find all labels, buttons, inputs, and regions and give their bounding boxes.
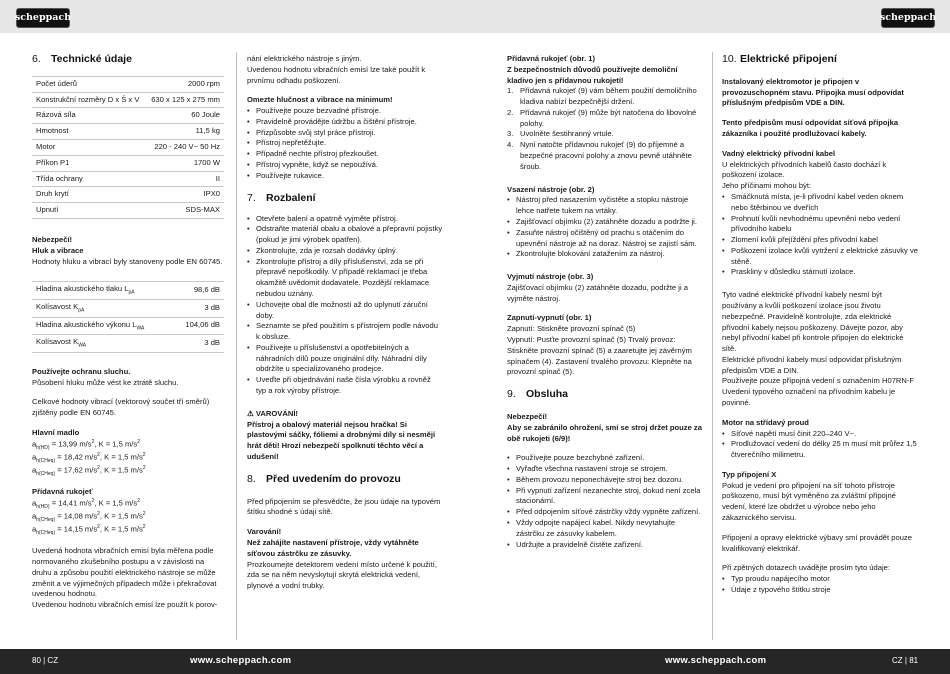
main-handle-title: Hlavní madlo xyxy=(32,427,80,437)
hearing-bold: Používejte ochranu sluchu. xyxy=(32,366,131,376)
subscript: h(CHeq) xyxy=(36,470,56,477)
paragraph-bold: Tento předpisům musí odpovídat síťová přípojka zákazníka i použité prodlužovací kabely. xyxy=(722,118,899,139)
limit-list xyxy=(247,106,443,181)
danger-label: Nebezpečí! xyxy=(32,234,73,244)
page-number-right: CZ | 81 xyxy=(892,656,919,665)
brand-logo: scheppach xyxy=(881,8,935,28)
superscript: 2 xyxy=(91,497,95,504)
list-item: • Prohnutí kvůli nevhodnému upevnění nebo vedení přívodního kabelu xyxy=(722,214,918,236)
ac-title: Motor na střídavý proud xyxy=(722,417,809,427)
section-heading: 7. Rozbalení xyxy=(247,191,316,204)
warning-title: ⚠ VAROVÁNÍ! xyxy=(247,408,298,418)
declaration-text: Uvedená hodnota vibračních emisí byla měřena podle normovaného zkušebního postupu a v závislosti na druhu a způsobu použití elektrického nástroje se může změnit a ve výjimečných případech může i překračovat uvedenou hodnotu. xyxy=(32,546,217,599)
noise-label: Kolísavost $K_{WA}$ xyxy=(32,335,173,353)
spec-label: Druh krytí xyxy=(32,187,146,203)
vibration-text: Celkové hodnoty vibrací (vektorový součet tří směrů) zjištěny podle EN 60745. xyxy=(32,397,210,418)
list-item: • Praskliny v důsledku stárnutí izolace. xyxy=(722,267,918,278)
list-item: • Typ proudu napájecího motor xyxy=(722,574,918,585)
section-heading: 9. Obsluha xyxy=(507,388,569,401)
switch-title: Zapnutí-vypnutí (obr. 1) xyxy=(507,313,592,323)
spec-label: Motor xyxy=(32,140,146,156)
insert-title: Vsazení nástroje (obr. 2) xyxy=(507,184,595,194)
insert-list xyxy=(507,195,703,260)
spec-row xyxy=(32,92,224,108)
spec-value: 1700 W xyxy=(146,155,224,171)
list-item: • Údaje z typového štítku stroje xyxy=(722,585,918,596)
list-item: • Zasuňte nástroj očištěný od prachu s otáčením do upevnění nástroje až na doraz. Nástroj se zajistí sám. xyxy=(507,228,703,250)
superscript: 2 xyxy=(97,510,100,517)
x-text: Pokud je vedení pro připojení na síť tohoto přístroje poškozeno, musí být vyměněno za zvláštní připojné vedení, které lze obdržet u výrobce nebo jeho zákaznického servisu. xyxy=(722,480,896,523)
spec-label: Konstrukční rozměry D x Š x V xyxy=(32,92,146,108)
aux-steps xyxy=(507,86,703,172)
spec-value: 220 - 240 V~ 50 Hz xyxy=(146,140,224,156)
defect-list xyxy=(722,192,918,278)
spec-value: 11,5 kg xyxy=(146,124,224,140)
paragraph: Uvedení typového označení na přívodním kabelu je povinné. xyxy=(722,387,896,407)
superscript: 2 xyxy=(91,438,95,445)
list-item: • Uveďte při objednávání naše čísla výrobku a rovněž typ a rok výroby přístroje. xyxy=(247,375,443,397)
superscript: 2 xyxy=(97,524,100,531)
section-heading: 6. Technické údaje xyxy=(32,53,132,65)
brand-logo: scheppach xyxy=(16,8,70,28)
hearing-text: Působení hluku může vést ke ztrátě sluchu. xyxy=(32,377,179,387)
list-item: • Při vypnutí zařízení nezanechte stroj, dokud není zcela stacionární. xyxy=(507,486,703,508)
superscript: 2 xyxy=(137,497,140,504)
spec-row xyxy=(32,76,224,92)
column-4 xyxy=(722,52,918,605)
spec-value: 60 Joule xyxy=(146,108,224,124)
aux-title: Přídavná rukojeť (obr. 1) xyxy=(507,54,596,63)
noise-row xyxy=(32,335,224,353)
list-item: • Zkontrolujte, zda je rozsah dodávky úplný. xyxy=(247,246,443,257)
spec-value: 2000 rpm xyxy=(146,76,224,92)
paragraph: Při zpětných dotazech uvádějte prosím tyto údaje: xyxy=(722,563,891,573)
section-heading: 8. Před uvedením do provozu xyxy=(247,472,401,485)
list-item: • Přístroj nepřetěžujte. xyxy=(247,138,443,149)
list-item: • Uchovejte obal dle možností až do uplynutí záruční doby. xyxy=(247,300,443,322)
superscript: 2 xyxy=(97,451,100,458)
step-item: 3. Uvolněte šestihranný vrtule. xyxy=(507,129,614,139)
ac-list xyxy=(722,429,918,461)
list-item: • Přizpůsobte svůj styl práce přístroji. xyxy=(247,128,443,139)
subscript: pA xyxy=(128,289,135,296)
paragraph: Před připojením se přesvědčte, že jsou údaje na typovém štítku shodné s údaji sítě. xyxy=(247,496,441,517)
noise-label: Kolísavost $K_{pA}$ xyxy=(32,299,173,317)
noise-label: Hladina akustického tlaku $L_{pA}$ xyxy=(32,282,173,300)
subscript: h(CHeq) xyxy=(36,457,56,464)
noise-value: 3 dB xyxy=(173,299,224,317)
step-item: 4. Nyní natočte přídavnou rukojeť (9) do příjemné a bezpečné pracovní polohy a znovu pevně utáhněte šroub. xyxy=(507,140,692,171)
list-item: • Nástroj před nasazením vyčistěte a stopku nástroje lehce natřete tukem na vrtáky. xyxy=(507,195,703,217)
noise-value: 104,06 dB xyxy=(173,317,224,335)
subscript: pA xyxy=(78,307,85,314)
main-handle-values xyxy=(32,439,224,478)
header-bar xyxy=(0,0,950,33)
spec-row xyxy=(32,108,224,124)
vibration-value: $a_{h(CHeq)} = 17,62$ $m/s^2$, K = 1,5 $m/s^2$ xyxy=(32,464,146,477)
vibration-value: $a_{h(HD)} = 13,99$ $m/s^2$, K = 1,5 $m/s^2$ xyxy=(32,438,140,451)
list-item: • Používejte pouze bezchybné zařízení. xyxy=(507,453,703,464)
query-list xyxy=(722,574,918,596)
paragraph: Používejte pouze přípojná vedení s označením H07RN-F xyxy=(722,376,915,386)
spec-value: SDS-MAX xyxy=(146,203,224,219)
caution-title: Varování! xyxy=(247,527,282,537)
warning-text: Přístroj a obalový materiál nejsou hračka! Si plastovými sáčky, fóliemi a drobnými díly si nesmějí hrát děti! Hrozí nebezpečí spolknutí těchto věcí a udušení! xyxy=(247,419,436,461)
subscript: WA xyxy=(136,325,145,332)
paragraph: Připojení a opravy elektrické výbavy smí provádět pouze kvalifikovaný elektrikář. xyxy=(722,532,912,553)
remove-text: Zajišťovací objímku (2) zatáhněte dozadu, podržte ji a vyjměte nástroj. xyxy=(507,282,688,303)
list-item: • Přístroj vypněte, když se nepoužívá. xyxy=(247,160,443,171)
spec-row xyxy=(32,140,224,156)
spec-row xyxy=(32,124,224,140)
column-2 xyxy=(247,54,443,601)
list-item: • Vyřaďte všechna nastavení stroje se strojem. xyxy=(507,464,703,475)
column-1 xyxy=(32,52,224,620)
superscript: 2 xyxy=(142,524,146,531)
section-heading: 10. Elektrické připojení xyxy=(722,53,837,65)
vibration-value: $a_{h(CHeq)} = 14,15$ $m/s^2$, K = 1,5 $m/s^2$ xyxy=(32,524,146,537)
aux-handle-values xyxy=(32,498,224,537)
spec-value: 630 x 125 x 275 mm xyxy=(146,92,224,108)
paragraph: Tyto vadné elektrické přívodní kabely nesmí být používány a kvůli poškození izolace jsou životu nebezpečné. Pravidelně kontrolujte, zda elektrické přívodní kabely nejsou poškozeny. Dávejte pozor, aby nebyl přívodní kabel při kontrole připojen do elektrické sítě. xyxy=(722,290,904,354)
list-item: • Odstraňte materiál obalu a obalové a přepravní pojistky (pokud je jimi výrobek opatřen). xyxy=(247,224,443,246)
superscript: 2 xyxy=(142,510,146,517)
list-item: • Zlomení kvůli přejíždění přes přívodní kabel xyxy=(722,235,918,246)
vibration-value: $a_{h(CHeq)} = 14,08$ $m/s^2$, K = 1,5 $m/s^2$ xyxy=(32,510,146,524)
step-number: 3. xyxy=(507,129,514,139)
column-divider xyxy=(712,52,713,640)
noise-row xyxy=(32,317,224,335)
subscript: h(HD) xyxy=(36,503,50,510)
spec-row xyxy=(32,155,224,171)
list-item: • Zajišťovací objímku (2) zatáhněte dozadu a podržte ji. xyxy=(507,217,703,228)
x-title: Typ připojení X xyxy=(722,469,777,479)
danger-label: Nebezpečí! xyxy=(507,412,548,421)
list-item: • Síťové napětí musí činit 220–240 V~. xyxy=(722,429,918,440)
noise-row xyxy=(32,299,224,317)
page-number-left: 80 | CZ xyxy=(32,656,59,665)
column-divider xyxy=(236,52,237,640)
noise-table xyxy=(32,281,224,352)
operation-list xyxy=(507,453,703,550)
spec-value: IPX0 xyxy=(146,187,224,203)
caution-text: Prozkoumejte detektorem vedení místo určené k použití, zda se na něm nevyskytují skrytá elektrická vedení, plynové a vodní trubky. xyxy=(247,559,437,591)
declaration-text-2: Uvedenou hodnotu vibračních emisí lze použít k porov- xyxy=(32,600,218,610)
superscript: 2 xyxy=(137,438,140,445)
list-item: • Otevřete balení a opatrně vyjměte přístroj. xyxy=(247,214,443,225)
step-number: 2. xyxy=(507,107,514,117)
unpack-list xyxy=(247,214,443,397)
vibration-value: $a_{h(CHeq)} = 18,42$ $m/s^2$, K = 1,5 $m/s^2$ xyxy=(32,451,146,464)
noise-value: 3 dB xyxy=(173,335,224,353)
subscript: h(HD) xyxy=(36,444,50,451)
limit-title: Omezte hlučnost a vibrace na minimum! xyxy=(247,95,393,105)
spec-label: Počet úderů xyxy=(32,76,146,92)
spec-label: Hmotnost xyxy=(32,124,146,140)
superscript: 2 xyxy=(97,464,100,471)
step-item: 2. Přídavná rukojeť (9) může být natočena do libovolné polohy. xyxy=(507,107,697,128)
step-number: 1. xyxy=(507,86,514,96)
list-item: • Případně nechte přístroj přezkoušet. xyxy=(247,149,443,160)
defect-title: Vadný elektrický přívodní kabel xyxy=(722,148,836,158)
paragraph: Uvedenou hodnotu vibračních emisí lze také použít k prvnímu odhadu poškození. xyxy=(247,64,426,85)
list-item: • Zkontrolujte blokování zatažením za nástroj. xyxy=(507,249,703,260)
subscript: h(CHeq) xyxy=(36,517,56,524)
list-item: • Poškození izolace kvůli vytržení z elektrické zásuvky ve stěně. xyxy=(722,246,918,268)
list-item: • Udržujte a pravidelně čistěte zařízení. xyxy=(507,540,703,551)
website-link[interactable]: www.scheppach.com xyxy=(665,655,767,666)
paragraph-bold: Instalovaný elektromotor je připojen v provozuschopném stavu. Připojka musí odpovídat příslušným předpisům VDE a DIN. xyxy=(722,76,904,108)
noise-value: 98,6 dB xyxy=(173,282,224,300)
list-item: • Používejte pouze bezvadné přístroje. xyxy=(247,106,443,117)
paragraph: nání elektrického nástroje s jiným. xyxy=(247,54,362,63)
list-item: • Zkontrolujte přístroj a díly příslušenství, zda se při přepravě nepoškodily. V případě reklamací je třeba okamžitě uvědomit dodavatele. Pozdější reklamace nebudou uznány. xyxy=(247,257,443,300)
list-item: • Smáčknutá místa, je-li přívodní kabel veden oknem nebo štěrbinou ve dveřích xyxy=(722,192,918,214)
spec-table xyxy=(32,76,224,219)
spec-value: II xyxy=(146,171,224,187)
spec-row xyxy=(32,171,224,187)
subscript: h(CHeq) xyxy=(36,530,56,537)
spec-label: Příkon P1 xyxy=(32,155,146,171)
noise-row xyxy=(32,282,224,300)
column-3 xyxy=(507,54,703,559)
switch-text: Zapnutí: Stiskněte provozní spínač (5) Vypnutí: Pusťte provozní spínač (5) Trvalý provoz: Stiskněte provozní spínač (5) a zaaretujte jej závěrným spínačem (4). Zastavení trvalého provozu: Klepněte na provozní spínač (5). xyxy=(507,324,692,377)
list-item: • Prodlužovací vedení do délky 25 m musí mít průřez 1,5 čtverečního milimetru. xyxy=(722,439,918,461)
step-number: 4. xyxy=(507,140,514,150)
list-item: • Pravidelně provádějte údržbu a čištění přístroje. xyxy=(247,117,443,128)
noise-text: Hodnoty hluku a vibrací byly stanoveny podle EN 60745. xyxy=(32,256,223,266)
noise-label: Hladina akustického výkonu $L_{WA}$ xyxy=(32,317,173,335)
list-item: • Před odpojením síťové zástrčky vždy vypněte zařízení. xyxy=(507,507,703,518)
website-link[interactable]: www.scheppach.com xyxy=(190,655,292,666)
danger-bold: Aby se zabránilo ohrožení, smí se stroj držet pouze za obě rukojeti (6/9)! xyxy=(507,422,702,443)
aux-handle-title: Přídavná rukojeť xyxy=(32,487,93,497)
list-item: • Používejte rukavice. xyxy=(247,171,443,182)
list-item: • Používejte u příslušenství a opotřebitelných a náhradních dílů pouze originální díly. Náhradní díly obdržíte u specializovaného prodejce. xyxy=(247,343,443,375)
superscript: 2 xyxy=(142,464,146,471)
aux-bold: Z bezpečnostních důvodů používejte demoliční kladivo jen s přídavnou rukojetí! xyxy=(507,64,678,85)
spec-row xyxy=(32,203,224,219)
superscript: 2 xyxy=(142,451,146,458)
footer-bar xyxy=(0,649,950,674)
list-item: • Vždy odpojte napájecí kabel. Nikdy nevytahujte zástrčku ze zásuvky kabelem. xyxy=(507,518,703,540)
spec-label: Upnutí xyxy=(32,203,146,219)
vibration-value: $a_{h(HD)} = 14,41$ $m/s^2$, K = 1,5 $m/s^2$ xyxy=(32,497,140,510)
remove-title: Vyjmutí nástroje (obr. 3) xyxy=(507,272,594,282)
paragraph: Elektrické přívodní kabely musí odpovídat příslušným předpisům VDE a DIN. xyxy=(722,354,902,375)
list-item: • Během provozu neponechávejte stroj bez dozoru. xyxy=(507,475,703,486)
caution-bold: Než zahájíte nastavení přístroje, vždy vytáhněte síťovou zástrčku ze zásuvky. xyxy=(247,537,419,558)
list-item: • Seznamte se před použitím s přístrojem podle návodu k obsluze. xyxy=(247,321,443,343)
spec-row xyxy=(32,187,224,203)
step-item: 1. Přídavná rukojeť (9) vám během použití demoličního kladiva nabízí bezpečnější držení. xyxy=(507,86,697,107)
spec-label: Třída ochrany xyxy=(32,171,146,187)
subscript: WA xyxy=(78,342,87,349)
defect-text: U elektrických přívodních kabelů často dochází k poškození izolace. Jeho příčinami mohou být: xyxy=(722,159,887,191)
noise-title: Hluk a vibrace xyxy=(32,245,84,255)
spec-label: Rázová síla xyxy=(32,108,146,124)
